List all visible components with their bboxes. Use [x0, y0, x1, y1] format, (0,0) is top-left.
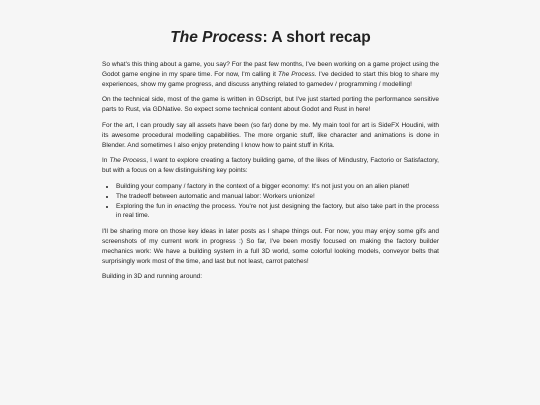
paragraph-art: For the art, I can proudly say all assets have been (so far) done by me. My main tool for art is SideFX Houdini, with its awesome procedural modelling capabilities. The more organic stuff, like character and animations is done in Blender. And sometimes I also enjoy pretending I know how to paint stuff in Krita.: [102, 121, 439, 149]
concept-text-before: In: [102, 157, 110, 165]
concept-game-name: The Process: [109, 157, 147, 165]
intro-game-name: The Process: [278, 70, 315, 78]
paragraph-game-concept: [102, 156, 439, 176]
intro-text-after: . I've decided to start this blog to share my experiences, show my game progress, and discuss anything related to gamedev / programming / modelling!: [102, 70, 439, 88]
article: [102, 28, 439, 288]
key-points-list: [102, 182, 439, 221]
paragraph-intro: [102, 60, 439, 89]
key-point-economy: • Building your company / factory in the context of a bigger economy: It's not just you on an alien planet!: [116, 182, 439, 192]
enacting-text-before: Exploring the fun in: [116, 202, 175, 210]
concept-text-after: , I want to explore creating a factory building game, of the likes of Mindustry, Factorio or Satisfactory, but with a focus on a few distinguishing key points:: [102, 157, 439, 175]
key-point-enacting: [116, 202, 439, 222]
enacting-text-after: the process. You're not just designing the factory, but also take part in the process in real time.: [116, 202, 440, 220]
page-title: [102, 28, 439, 48]
title-italic: The Process: [170, 29, 263, 46]
paragraph-technical: On the technical side, most of the game is written in GDscript, but I've just started porting the performance sensitive parts to Rust, via GDNative. So expect some technical content about Godot and Rust in here!: [102, 96, 439, 114]
title-rest: : A short recap: [262, 29, 371, 46]
intro-text-before: So what's this thing about a game, you say? For the past few months, I've been working on a game project using the Godot game engine in my spare time. For now, I'm calling it: [102, 61, 439, 78]
enacting-italic: enacting: [174, 202, 199, 210]
key-point-labor: • The tradeoff between automatic and manual labor: Workers unionize!: [116, 192, 439, 202]
paragraph-building-caption: Building in 3D and running around:: [102, 273, 203, 281]
paragraph-progress: I'll be sharing more on those key ideas in later posts as I shape things out. For now, you may enjoy some gifs and screenshots of my current work in progress :) So far, I've been mostly focused on making the factory builder mechanics work: We have a building system in a full 3D world, some colorful looking models, conveyor belts that surprisingly work most of the time, and last but not least, carrot patches!: [102, 228, 439, 265]
